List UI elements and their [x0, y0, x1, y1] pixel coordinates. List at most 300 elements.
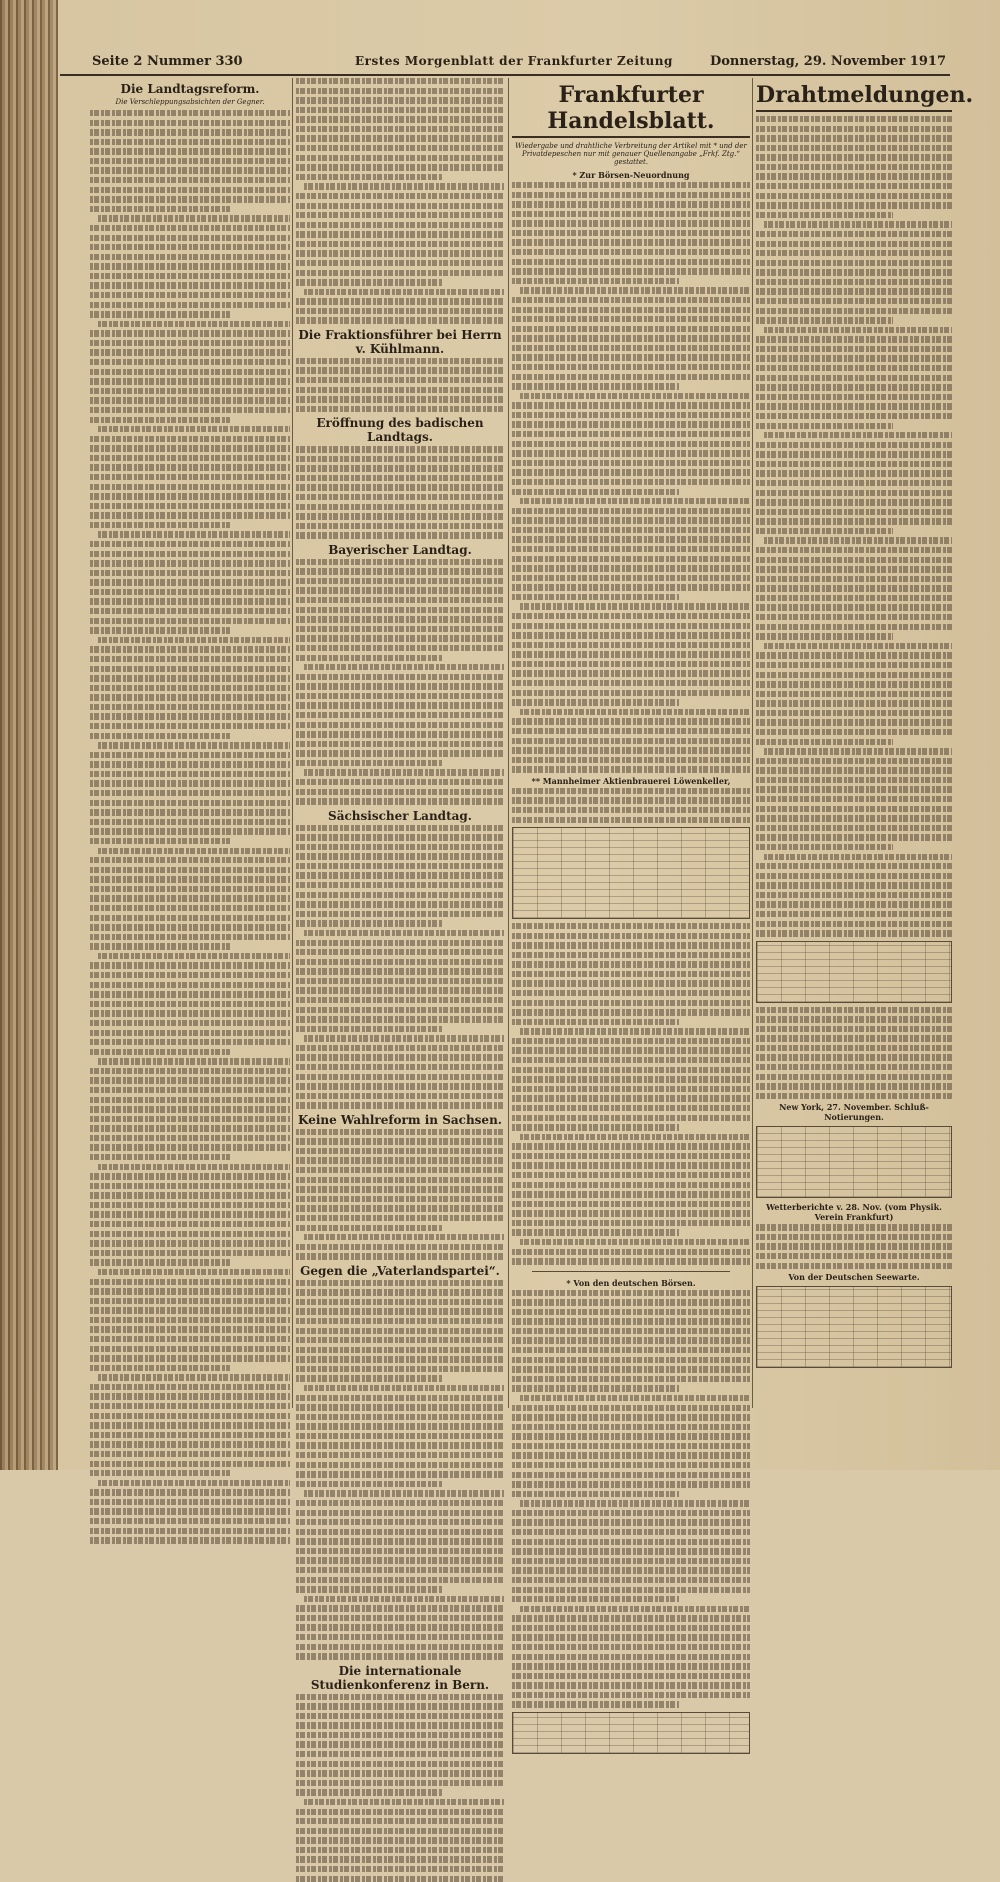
text-line	[520, 1134, 750, 1140]
article-heading: Von der Deutschen Seewarte.	[788, 1272, 920, 1283]
text-line	[512, 1067, 750, 1073]
text-line	[90, 302, 290, 308]
text-line	[756, 499, 952, 505]
text-line	[756, 700, 952, 706]
text-line	[756, 758, 952, 764]
text-line	[90, 1211, 290, 1217]
financial-table	[512, 827, 750, 919]
text-line	[296, 1557, 504, 1563]
text-line	[296, 116, 504, 122]
text-line	[90, 1202, 290, 1208]
text-line	[756, 317, 893, 323]
text-line	[296, 1366, 504, 1372]
text-line	[520, 287, 750, 293]
text-line	[512, 971, 750, 977]
text-line	[512, 1472, 750, 1478]
text-line	[756, 154, 952, 160]
text-line	[756, 260, 952, 266]
masthead-title: Erstes Morgenblatt der Frankfurter Zeitung	[355, 54, 673, 68]
text-line	[512, 923, 750, 929]
text-line	[296, 655, 442, 661]
text-line	[296, 789, 504, 795]
text-line	[512, 201, 750, 207]
text-line	[512, 536, 750, 542]
text-line	[756, 336, 952, 342]
text-line	[90, 311, 230, 317]
text-line	[756, 480, 952, 486]
text-line	[90, 407, 290, 413]
text-line	[90, 915, 290, 921]
text-line	[512, 211, 750, 217]
text-line	[296, 298, 504, 304]
text-line	[90, 1432, 290, 1438]
article-heading: * Von den deutschen Börsen.	[566, 1277, 696, 1288]
text-line	[296, 456, 504, 462]
text-line	[756, 719, 952, 725]
text-line	[756, 873, 952, 879]
text-line	[90, 1010, 290, 1016]
text-line	[296, 465, 504, 471]
text-line	[512, 1462, 750, 1468]
text-line	[296, 1177, 504, 1183]
text-line	[756, 1253, 952, 1259]
text-line	[304, 1385, 504, 1391]
text-line	[296, 1605, 504, 1611]
text-line	[512, 1644, 750, 1650]
text-line	[512, 546, 750, 552]
text-line	[296, 107, 504, 113]
text-line	[296, 1644, 504, 1650]
text-line	[296, 212, 504, 218]
text-line	[90, 1001, 290, 1007]
text-line	[512, 623, 750, 629]
text-line	[512, 1290, 750, 1296]
text-line	[756, 767, 952, 773]
article-body	[296, 1129, 504, 1260]
article-body	[296, 78, 504, 324]
text-line	[756, 815, 952, 821]
text-line	[512, 1452, 750, 1458]
article-heading: Wetterberichte v. 28. Nov. (vom Physik. Verein Frankfurt)	[766, 1202, 942, 1223]
text-line	[296, 1615, 504, 1621]
text-line	[512, 1491, 679, 1497]
text-line	[296, 834, 504, 840]
text-line	[296, 396, 504, 402]
text-line	[756, 585, 952, 591]
column-landtagsreform	[90, 78, 290, 1408]
text-line	[90, 618, 290, 624]
text-line	[512, 1443, 750, 1449]
text-line	[90, 330, 290, 336]
text-line	[296, 1694, 504, 1700]
text-line	[296, 1809, 504, 1815]
text-line	[296, 1500, 504, 1506]
text-line	[512, 1191, 750, 1197]
text-line	[90, 1144, 290, 1150]
text-line	[90, 780, 290, 786]
text-line	[756, 633, 893, 639]
price-table	[512, 1712, 750, 1754]
text-line	[90, 828, 290, 834]
text-line	[296, 231, 504, 237]
text-line	[296, 635, 504, 641]
text-line	[512, 613, 750, 619]
text-line	[296, 1433, 504, 1439]
text-line	[296, 1404, 504, 1410]
text-line	[90, 819, 290, 825]
section-intro: Wiedergabe und drahtliche Verbreitung der Artikel mit * und der Privatdepeschen nur mit genauer Quellenangabe „Frkf. Ztg.“ gestattet.	[515, 142, 747, 166]
text-line	[98, 1480, 290, 1486]
text-line	[296, 1866, 504, 1872]
text-line	[512, 817, 750, 823]
text-line	[296, 484, 504, 490]
text-line	[756, 1074, 952, 1080]
text-line	[296, 911, 504, 917]
article-heading: * Zur Börsen-Neuordnung	[572, 170, 690, 180]
text-line	[512, 1414, 750, 1420]
text-line	[756, 691, 952, 697]
text-line	[512, 1086, 750, 1092]
text-line	[296, 968, 504, 974]
text-line	[756, 1054, 952, 1060]
text-line	[296, 1138, 504, 1144]
text-line	[296, 1818, 504, 1824]
article-body	[756, 1224, 952, 1269]
text-line	[296, 1624, 504, 1630]
text-line	[90, 1135, 290, 1141]
text-line	[512, 690, 750, 696]
text-line	[90, 991, 290, 997]
text-line	[90, 120, 290, 126]
text-line	[90, 1489, 290, 1495]
text-line	[296, 978, 504, 984]
text-line	[304, 769, 504, 775]
text-line	[304, 1490, 504, 1496]
text-line	[512, 354, 750, 360]
text-line	[296, 587, 504, 593]
text-line	[512, 1625, 750, 1631]
text-line	[296, 1375, 442, 1381]
text-line	[90, 838, 230, 844]
text-line	[296, 702, 504, 708]
text-line	[90, 522, 230, 528]
text-line	[90, 589, 290, 595]
text-line	[90, 206, 230, 212]
text-line	[296, 1519, 504, 1525]
text-line	[296, 1653, 504, 1659]
text-line	[98, 321, 290, 327]
article-heading: New York, 27. November. Schluß-Notierungen.	[779, 1102, 929, 1123]
text-line	[90, 1077, 290, 1083]
text-line	[756, 710, 952, 716]
text-line	[756, 423, 893, 429]
text-line	[512, 182, 750, 188]
text-line	[296, 683, 504, 689]
text-line	[90, 282, 290, 288]
text-line	[296, 317, 504, 323]
weather-table	[756, 1286, 952, 1368]
text-line	[296, 1510, 504, 1516]
text-line	[90, 675, 290, 681]
quotation-table	[756, 941, 952, 1003]
text-line	[90, 273, 290, 279]
text-line	[296, 88, 504, 94]
text-line	[296, 1770, 504, 1776]
text-line	[296, 406, 504, 412]
text-line	[756, 470, 952, 476]
text-line	[90, 608, 290, 614]
text-line	[512, 718, 750, 724]
text-line	[296, 1167, 504, 1173]
text-line	[512, 268, 750, 274]
text-line	[512, 441, 750, 447]
text-line	[98, 953, 290, 959]
text-line	[756, 279, 952, 285]
text-line	[90, 1307, 290, 1313]
text-line	[90, 110, 290, 116]
text-line	[90, 340, 290, 346]
text-line	[756, 365, 952, 371]
newyork-table	[756, 1126, 952, 1198]
text-line	[296, 1837, 504, 1843]
text-line	[512, 421, 750, 427]
article-body	[512, 1290, 750, 1708]
text-line	[512, 1182, 750, 1188]
text-line	[296, 1093, 504, 1099]
text-line	[756, 308, 952, 314]
text-line	[512, 1249, 750, 1255]
text-line	[90, 551, 290, 557]
text-line	[756, 806, 952, 812]
text-line	[512, 980, 750, 986]
text-line	[512, 307, 750, 313]
text-line	[512, 1076, 750, 1082]
section-title: Drahtmeldungen.	[756, 82, 952, 112]
text-line	[304, 1035, 504, 1041]
text-line	[90, 646, 290, 652]
text-line	[756, 528, 893, 534]
text-line	[756, 662, 952, 668]
text-line	[512, 942, 750, 948]
text-line	[512, 1615, 750, 1621]
text-line	[512, 1115, 750, 1121]
text-line	[296, 308, 504, 314]
text-line	[90, 761, 290, 767]
text-line	[98, 1269, 290, 1275]
text-line	[90, 1192, 290, 1198]
text-line	[90, 1116, 290, 1122]
text-line	[512, 632, 750, 638]
text-line	[296, 607, 504, 613]
text-line	[90, 1279, 290, 1285]
text-line	[512, 1558, 750, 1564]
text-line	[296, 145, 504, 151]
text-line	[90, 474, 290, 480]
text-line	[296, 1586, 442, 1592]
column-rule	[292, 78, 293, 1408]
text-line	[756, 624, 952, 630]
text-line	[512, 699, 679, 705]
text-line	[512, 1201, 750, 1207]
text-line	[90, 570, 290, 576]
article-heading: Eröffnung des badischen Landtags.	[316, 416, 484, 445]
text-line	[756, 490, 952, 496]
text-line	[296, 568, 504, 574]
text-line	[90, 598, 290, 604]
text-line	[756, 298, 952, 304]
text-line	[296, 97, 504, 103]
text-line	[296, 1703, 504, 1709]
text-line	[764, 327, 952, 333]
text-line	[512, 1220, 750, 1226]
text-line	[90, 235, 290, 241]
text-line	[756, 231, 952, 237]
text-line	[756, 825, 952, 831]
text-line	[296, 1253, 504, 1259]
text-line	[296, 693, 504, 699]
text-line	[296, 1007, 504, 1013]
text-line	[90, 972, 290, 978]
text-line	[512, 670, 750, 676]
text-line	[512, 1009, 750, 1015]
text-line	[296, 367, 504, 373]
text-line	[296, 712, 504, 718]
text-line	[90, 1441, 290, 1447]
text-line	[90, 982, 290, 988]
text-line	[512, 1673, 750, 1679]
text-line	[512, 479, 750, 485]
text-line	[512, 220, 750, 226]
text-line	[512, 297, 750, 303]
page-header	[60, 52, 950, 76]
text-line	[756, 1224, 952, 1230]
section-title: Frankfurter Handelsblatt.	[512, 82, 750, 138]
binding-spine	[0, 0, 58, 1470]
text-line	[512, 1596, 679, 1602]
text-line	[90, 541, 290, 547]
article-body	[90, 110, 290, 1544]
text-line	[90, 723, 290, 729]
text-line	[512, 797, 750, 803]
text-line	[756, 212, 893, 218]
text-line	[756, 126, 952, 132]
text-line	[90, 1317, 290, 1323]
text-line	[98, 531, 290, 537]
text-line	[98, 637, 290, 643]
text-line	[512, 249, 750, 255]
text-line	[296, 1847, 504, 1853]
text-line	[512, 412, 750, 418]
text-line	[296, 741, 504, 747]
text-line	[296, 1102, 504, 1108]
text-line	[756, 1035, 952, 1041]
text-line	[90, 455, 290, 461]
text-line	[296, 260, 504, 266]
text-line	[90, 1106, 290, 1112]
text-line	[764, 537, 952, 543]
article-title: Die Landtagsreform.	[120, 82, 260, 96]
text-line	[90, 1173, 290, 1179]
text-line	[512, 364, 750, 370]
text-line	[512, 1019, 679, 1025]
text-line	[512, 807, 750, 813]
text-line	[756, 1026, 952, 1032]
text-line	[512, 1529, 750, 1535]
text-line	[756, 739, 893, 745]
text-line	[98, 1374, 290, 1380]
text-line	[512, 1124, 679, 1130]
text-line	[296, 1548, 504, 1554]
text-line	[296, 578, 504, 584]
text-line	[512, 1634, 750, 1640]
text-line	[90, 1240, 290, 1246]
text-line	[90, 1020, 290, 1026]
text-line	[90, 800, 290, 806]
text-line	[296, 559, 504, 565]
article-heading: Bayerischer Landtag.	[328, 542, 472, 557]
text-line	[296, 164, 504, 170]
text-line	[512, 259, 750, 265]
text-line	[512, 1318, 750, 1324]
text-line	[512, 489, 679, 495]
text-line	[98, 742, 290, 748]
text-line	[90, 1403, 290, 1409]
text-line	[90, 924, 290, 930]
text-line	[296, 1280, 504, 1286]
text-line	[512, 1567, 750, 1573]
text-line	[296, 1751, 504, 1757]
text-line	[512, 766, 750, 772]
text-line	[90, 1154, 230, 1160]
text-line	[296, 882, 504, 888]
text-line	[296, 475, 504, 481]
text-line	[90, 857, 290, 863]
text-line	[296, 1529, 504, 1535]
text-line	[296, 1722, 504, 1728]
article-subtitle: Die Verschleppungsabsichten der Gegner.	[115, 98, 265, 106]
text-line	[512, 1424, 750, 1430]
text-line	[90, 1298, 290, 1304]
text-line	[90, 378, 290, 384]
text-line	[296, 616, 504, 622]
text-line	[296, 1761, 504, 1767]
text-line	[512, 1357, 750, 1363]
text-line	[296, 1308, 504, 1314]
text-line	[512, 556, 750, 562]
text-line	[98, 1058, 290, 1064]
text-line	[512, 651, 750, 657]
text-line	[90, 685, 290, 691]
text-line	[90, 263, 290, 269]
text-line	[512, 990, 750, 996]
text-line	[296, 1074, 504, 1080]
text-line	[90, 1528, 290, 1534]
text-line	[296, 1129, 504, 1135]
text-line	[98, 426, 290, 432]
text-line	[90, 1125, 290, 1131]
text-line	[90, 225, 290, 231]
article-body	[756, 1007, 952, 1100]
text-line	[512, 1038, 750, 1044]
text-line	[90, 148, 290, 154]
text-line	[296, 1452, 504, 1458]
text-line	[296, 1462, 504, 1468]
text-line	[90, 962, 290, 968]
text-line	[520, 709, 750, 715]
text-line	[90, 1365, 230, 1371]
text-line	[90, 177, 290, 183]
text-line	[756, 672, 952, 678]
